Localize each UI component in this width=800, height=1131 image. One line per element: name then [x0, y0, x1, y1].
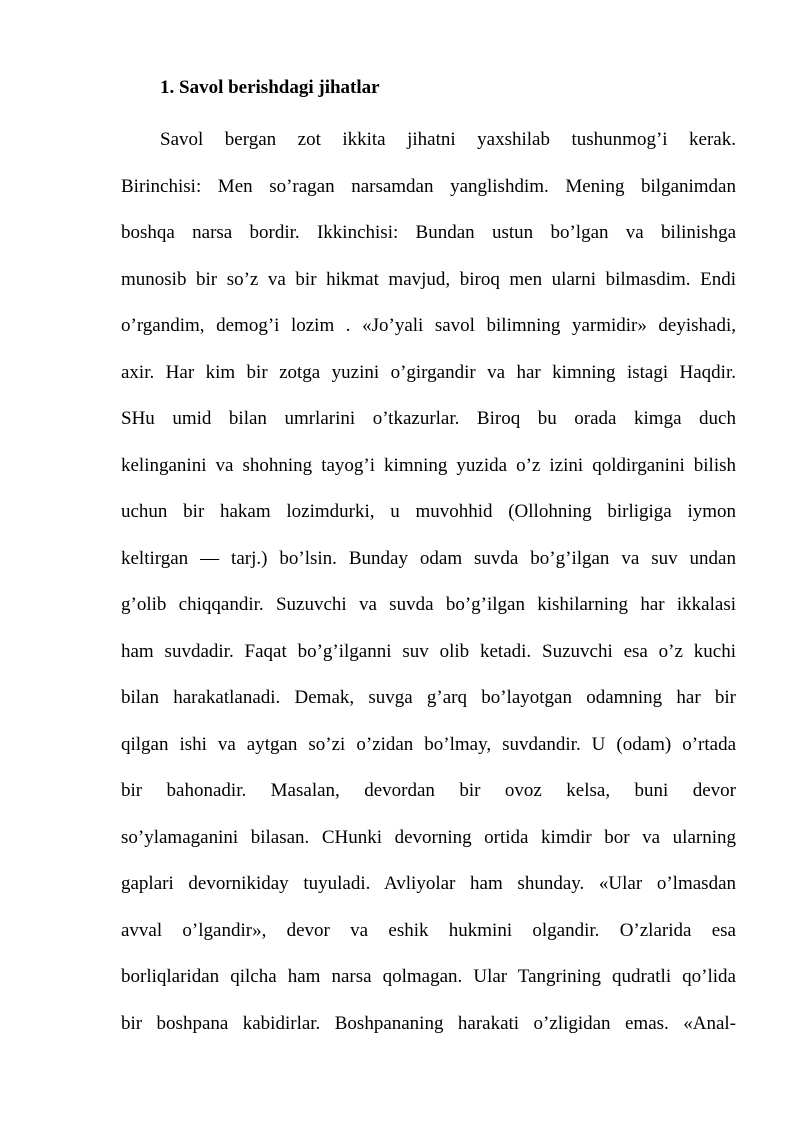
text-line: boshqa narsa bordir. Ikkinchisi: Bundan ustun bo’lgan va bilinishga — [121, 222, 736, 243]
body-paragraph — [121, 117, 736, 1047]
text-line: axir. Har kim bir zotga yuzini o’girgandir va har kimning istagi Haqdir. — [121, 361, 736, 383]
text-line: g’olib chiqqandir. Suzuvchi va suvda bo’g’ilgan kishilarning har ikkalasi — [121, 594, 736, 615]
text-line: uchun bir hakam lozimdurki, u muvohhid (Ollohning birligiga iymon — [121, 501, 736, 522]
text-line: so’ylamaganini bilasan. CHunki devorning ortida kimdir bor va ularning — [121, 826, 736, 848]
section-heading: 1. Savol berishdagi jihatlar — [160, 77, 380, 98]
text-line: o’rgandim, demog’i lozim . «Jo’yali savol bilimning yarmidir» deyishadi, — [121, 315, 736, 336]
text-line: borliqlaridan qilcha ham narsa qolmagan. Ular Tangrining qudratli qo’lida — [121, 966, 736, 987]
text-line: ham suvdadir. Faqat bo’g’ilganni suv olib ketadi. Suzuvchi esa o’z kuchi — [121, 640, 736, 662]
text-line: keltirgan — tarj.) bo’lsin. Bunday odam suvda bo’g’ilgan va suv undan — [121, 547, 736, 569]
text-line: SHu umid bilan umrlarini o’tkazurlar. Biroq bu orada kimga duch — [121, 408, 736, 429]
text-line: bir bahonadir. Masalan, devordan bir ovoz kelsa, buni devor — [121, 780, 736, 801]
text-line: bir boshpana kabidirlar. Boshpananing harakati o’zligidan emas. «Anal- — [121, 1012, 736, 1034]
text-line: Savol bergan zot ikkita jihatni yaxshilab tushunmog’i kerak. — [160, 129, 736, 150]
text-line: gaplari devornikiday tuyuladi. Avliyolar ham shunday. «Ular o’lmasdan — [121, 873, 736, 894]
text-line: avval o’lgandir», devor va eshik hukmini olgandir. O’zlarida esa — [121, 919, 736, 941]
text-line: kelinganini va shohning tayog’i kimning yuzida o’z izini qoldirganini bilish — [121, 454, 736, 476]
text-line: Birinchisi: Men so’ragan narsamdan yanglishdim. Mening bilganimdan — [121, 175, 736, 197]
text-line: munosib bir so’z va bir hikmat mavjud, biroq men ularni bilmasdim. Endi — [121, 268, 736, 290]
text-line: qilgan ishi va aytgan so’zi o’zidan bo’lmay, suvdandir. U (odam) o’rtada — [121, 733, 736, 755]
text-line: bilan harakatlanadi. Demak, suvga g’arq bo’layotgan odamning har bir — [121, 687, 736, 708]
